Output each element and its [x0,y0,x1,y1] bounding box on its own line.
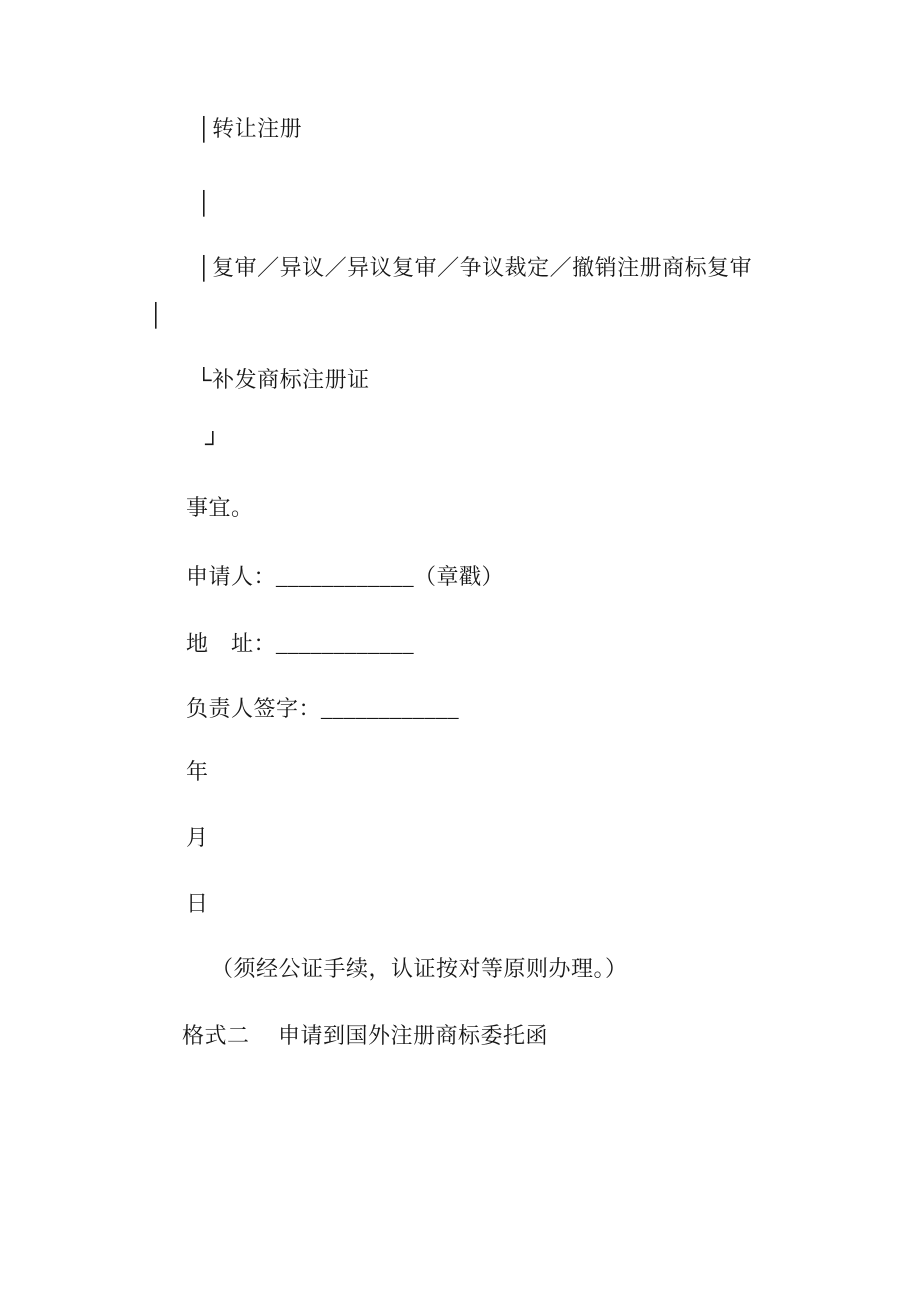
day-label: 日 [186,891,209,916]
matters-text: 事宜。 [186,495,254,520]
option-transfer-registration: │转让注册 [196,116,303,141]
applicant-line: 申请人：____________（章戳） [186,564,505,589]
option-reissue-certificate: └补发商标注册证 [196,367,370,392]
brace-vertical-bar-left: │ [148,302,165,327]
year-label: 年 [186,759,209,784]
brace-vertical-bar: │ [196,190,213,215]
brace-bottom-corner: ┘ [205,431,222,456]
signature-line: 负责人签字：____________ [186,696,460,721]
format-two-heading: 格式二 申请到国外注册商标委托函 [182,1023,549,1048]
address-line: 地 址：____________ [186,631,415,656]
option-review-objection: │复审／异议／异议复审／争议裁定／撤销注册商标复审 [196,255,753,280]
month-label: 月 [186,825,209,850]
notarization-note: （须经公证手续，认证按对等原则办理。） [211,956,628,981]
